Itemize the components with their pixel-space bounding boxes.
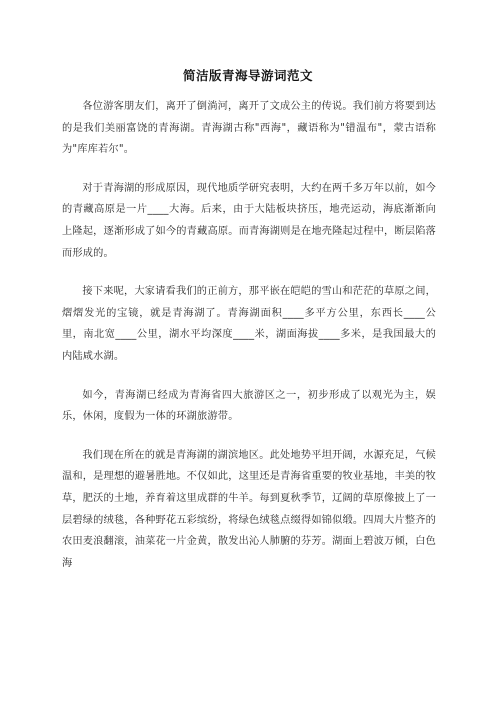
paragraph-1: 各位游客朋友们，离开了倒淌河，离开了文成公主的传说。我们前方将要到达的是我们美丽富饶的青海湖。青海湖古称"西海"，藏语称为"错温布"，蒙古语称为"库库若尔"。: [62, 101, 436, 156]
document-title: 简洁版青海导游词范文: [182, 68, 313, 83]
document-body: [62, 96, 436, 591]
paragraph-4: 如今，青海湖已经成为青海省四大旅游区之一，初步形成了以观光为主，娱乐，休闲，度假为一体的环湖旅游带。: [62, 389, 436, 423]
paragraph-2: 对于青海湖的形成原因，现代地质学研究表明，大约在两千多万年以前，如今的青藏高原是一片____大海。后来，由于大陆板块挤压，地壳运动，海底渐渐向上隆起，逐渐形成了如今的青藏高原。而青海湖则是在地壳隆起过程中，断层陷落而形成的。: [62, 182, 436, 259]
paragraph-3: 接下来呢，大家请看我们的正前方，那平嵌在皑皑的雪山和茫茫的草原之间，熠熠发光的宝镜，就是青海湖了。青海湖面积____多平方公里，东西长____公里，南北宽____公里，湖水平均深度____米，湖面海拔____多米，是我国最大的内陆咸水湖。: [62, 286, 436, 362]
paragraph-5: 我们现在所在的就是青海湖的湖滨地区。此处地势平坦开阔，水源充足，气候温和，是理想的避暑胜地。不仅如此，这里还是青海省重要的牧业基地，丰美的牧草，肥沃的土地，养育着这里成群的牛羊。每到夏秋季节，辽阔的草原像披上了一层碧绿的绒毯，各种野花五彩缤纷，将绿色绒毯点缀得如锦似缎。四周大片整齐的农田麦浪翻滚，油菜花一片金黄，散发出沁人肺腑的芬芳。湖面上碧波万倾，白色海: [62, 449, 436, 569]
